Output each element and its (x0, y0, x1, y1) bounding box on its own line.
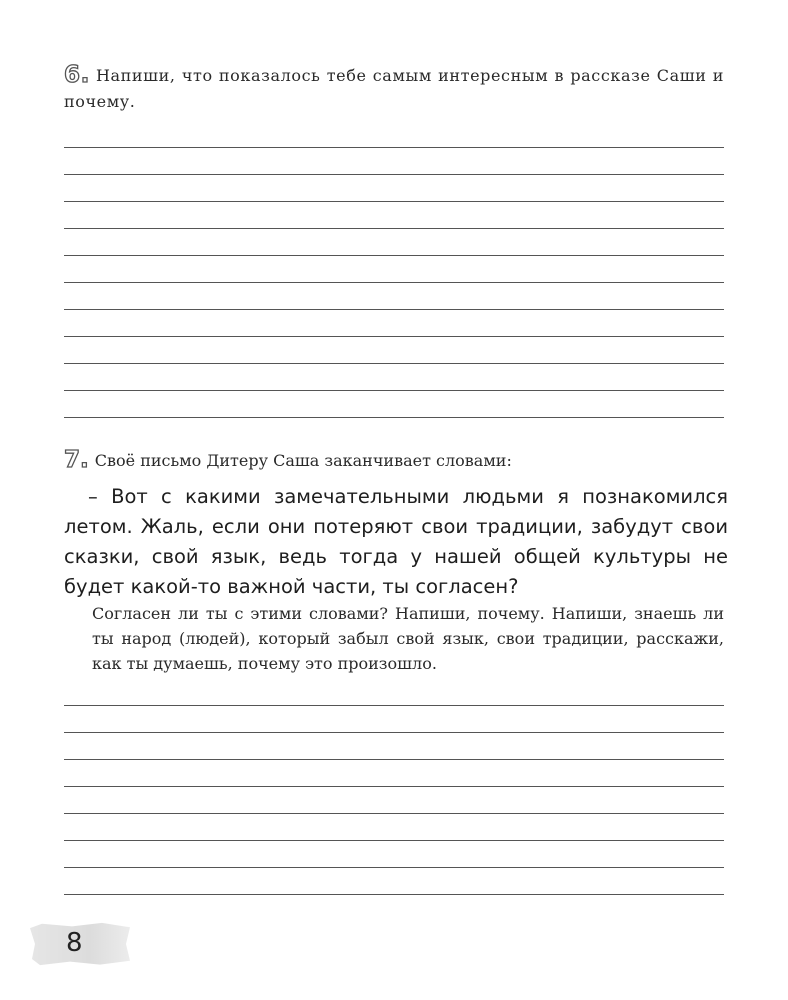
task-7-number: 7. (64, 447, 89, 473)
answer-line[interactable] (64, 841, 724, 868)
answer-line[interactable] (64, 148, 724, 175)
answer-line[interactable] (64, 283, 724, 310)
answer-line[interactable] (64, 364, 724, 391)
answer-line[interactable] (64, 256, 724, 283)
task-7-answer-lines[interactable] (64, 679, 724, 895)
task-7 (64, 447, 724, 474)
answer-line[interactable] (64, 679, 724, 706)
answer-line[interactable] (64, 706, 724, 733)
task-6-number: 6. (64, 62, 90, 88)
answer-line[interactable] (64, 733, 724, 760)
task-7-intro: Своё письмо Дитеру Саша заканчивает словами: (94, 451, 512, 470)
answer-line[interactable] (64, 121, 724, 148)
answer-line[interactable] (64, 868, 724, 895)
task-7-quote: – Вот с какими замечательными людьми я познакомился летом. Жаль, если они потеряют свои традиции, забудут свои сказки, свой язык, ведь тогда у нашей общей культуры не будет какой-то важной части, ты согласен? (64, 485, 728, 598)
answer-line[interactable] (64, 175, 724, 202)
answer-line[interactable] (64, 229, 724, 256)
task-6-text: Напиши, что показалось тебе самым интересным в рассказе Саши и почему. (64, 66, 724, 111)
answer-line[interactable] (64, 337, 724, 364)
answer-line[interactable] (64, 391, 724, 418)
task-7-instruction: Согласен ли ты с этими словами? Напиши, почему. Напиши, знаешь ли ты народ (людей), который забыл свой язык, свои традиции, расскажи, как ты думаешь, почему это произошло. (92, 604, 724, 673)
task-6 (64, 62, 724, 115)
task-6-answer-lines[interactable] (64, 121, 724, 418)
answer-line[interactable] (64, 760, 724, 787)
answer-line[interactable] (64, 787, 724, 814)
page-number: 8 (66, 928, 83, 958)
answer-line[interactable] (64, 310, 724, 337)
answer-line[interactable] (64, 814, 724, 841)
answer-line[interactable] (64, 202, 724, 229)
